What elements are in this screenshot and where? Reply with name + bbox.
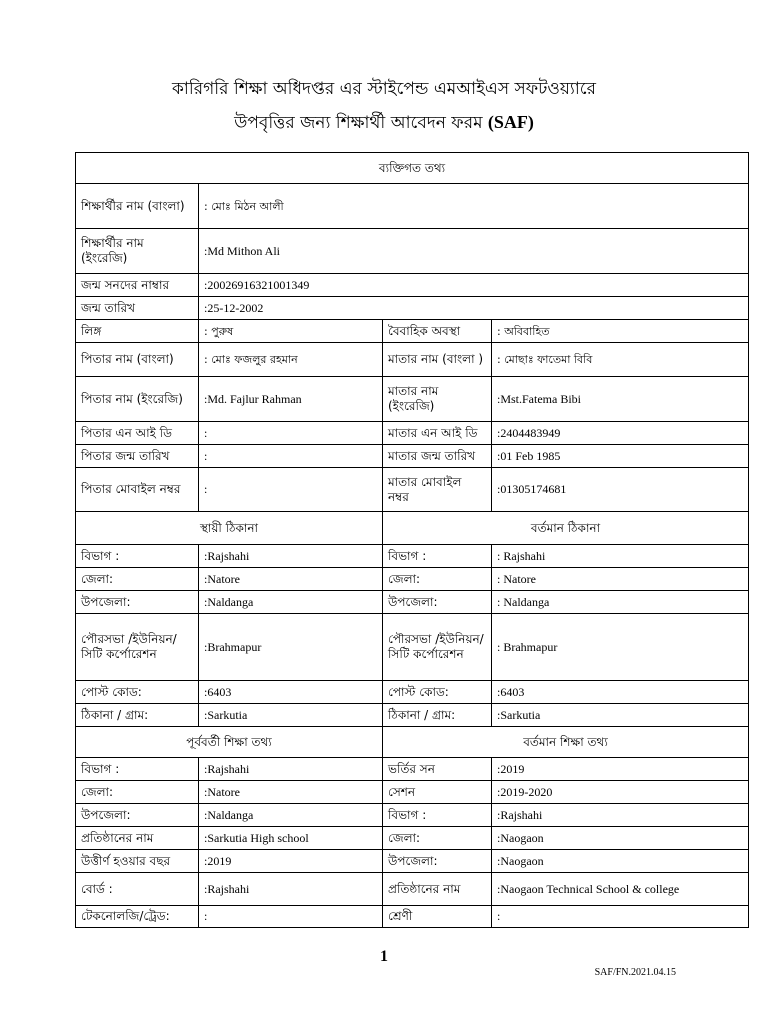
perm-village-label: ঠিকানা / গ্রাম: — [76, 704, 199, 727]
technology-trade-value: : — [199, 906, 383, 928]
pass-year-label: উত্তীর্ণ হওয়ার বছর — [76, 850, 199, 873]
mother-mobile-value: :01305174681 — [492, 468, 749, 512]
prev-division-value: :Rajshahi — [199, 758, 383, 781]
session-value: :2019-2020 — [492, 781, 749, 804]
perm-village-value: :Sarkutia — [199, 704, 383, 727]
section-present-address: বর্তমান ঠিকানা — [383, 512, 749, 545]
class-label: শ্রেণী — [383, 906, 492, 928]
father-name-bn-label: পিতার নাম (বাংলা) — [76, 343, 199, 377]
mother-name-bn-value: : মোছাঃ ফাতেমা বিবি — [492, 343, 749, 377]
page-number: 1 — [380, 948, 388, 965]
class-value: : — [492, 906, 749, 928]
board-label: বোর্ড : — [76, 873, 199, 906]
father-dob-value: : — [199, 445, 383, 468]
gender-value: : পুরুষ — [199, 320, 383, 343]
perm-union-label: পৌরসভা /ইউনিয়ন/সিটি কর্পোরেশন — [76, 614, 199, 681]
mother-name-bn-label: মাতার নাম (বাংলা ) — [383, 343, 492, 377]
curr-district-value: :Naogaon — [492, 827, 749, 850]
mother-name-en-label: মাতার নাম (ইংরেজি) — [383, 377, 492, 422]
pres-upazila-label: উপজেলা: — [383, 591, 492, 614]
curr-institution-value: :Naogaon Technical School & college — [492, 873, 749, 906]
pres-district-value: : Natore — [492, 568, 749, 591]
father-dob-label: পিতার জন্ম তারিখ — [76, 445, 199, 468]
prev-institution-value: :Sarkutia High school — [199, 827, 383, 850]
gender-label: লিঙ্গ — [76, 320, 199, 343]
father-name-bn-value: : মোঃ ফজলুর রহমান — [199, 343, 383, 377]
mother-nid-label: মাতার এন আই ডি — [383, 422, 492, 445]
birth-reg-label: জন্ম সনদের নাম্বার — [76, 274, 199, 297]
curr-upazila-label: উপজেলা: — [383, 850, 492, 873]
form-code: SAF/FN.2021.04.15 — [594, 967, 676, 978]
pass-year-value: :2019 — [199, 850, 383, 873]
pres-post-value: :6403 — [492, 681, 749, 704]
father-mobile-value: : — [199, 468, 383, 512]
father-mobile-label: পিতার মোবাইল নম্বর — [76, 468, 199, 512]
technology-trade-label: টেকনোলজি/ট্রেড: — [76, 906, 199, 928]
student-name-bn-label: শিক্ষার্থীর নাম (বাংলা) — [76, 184, 199, 229]
section-personal-info: ব্যক্তিগত তথ্য — [76, 153, 749, 184]
perm-post-label: পোস্ট কোড: — [76, 681, 199, 704]
marital-status-value: : অবিবাহিত — [492, 320, 749, 343]
mother-dob-value: :01 Feb 1985 — [492, 445, 749, 468]
prev-institution-label: প্রতিষ্ঠানের নাম — [76, 827, 199, 850]
form-title-code: (SAF) — [487, 112, 534, 132]
pres-post-label: পোস্ট কোড: — [383, 681, 492, 704]
curr-upazila-value: :Naogaon — [492, 850, 749, 873]
perm-union-value: :Brahmapur — [199, 614, 383, 681]
father-nid-value: : — [199, 422, 383, 445]
prev-division-label: বিভাগ : — [76, 758, 199, 781]
application-form-table — [75, 152, 749, 928]
admission-year-value: :2019 — [492, 758, 749, 781]
form-title-line2 — [0, 110, 768, 138]
dob-value: :25-12-2002 — [199, 297, 749, 320]
father-nid-label: পিতার এন আই ডি — [76, 422, 199, 445]
prev-district-value: :Natore — [199, 781, 383, 804]
pres-division-value: : Rajshahi — [492, 545, 749, 568]
father-name-en-label: পিতার নাম (ইংরেজি) — [76, 377, 199, 422]
section-permanent-address: স্থায়ী ঠিকানা — [76, 512, 383, 545]
marital-status-label: বৈবাহিক অবস্থা — [383, 320, 492, 343]
pres-upazila-value: : Naldanga — [492, 591, 749, 614]
prev-upazila-value: :Naldanga — [199, 804, 383, 827]
perm-district-label: জেলা: — [76, 568, 199, 591]
form-title-bn: উপবৃত্তির জন্য শিক্ষার্থী আবেদন ফরম — [234, 113, 483, 133]
perm-division-value: :Rajshahi — [199, 545, 383, 568]
pres-division-label: বিভাগ : — [383, 545, 492, 568]
prev-district-label: জেলা: — [76, 781, 199, 804]
perm-district-value: :Natore — [199, 568, 383, 591]
admission-year-label: ভর্তির সন — [383, 758, 492, 781]
pres-village-value: :Sarkutia — [492, 704, 749, 727]
board-value: :Rajshahi — [199, 873, 383, 906]
curr-district-label: জেলা: — [383, 827, 492, 850]
prev-upazila-label: উপজেলা: — [76, 804, 199, 827]
perm-division-label: বিভাগ : — [76, 545, 199, 568]
perm-upazila-value: :Naldanga — [199, 591, 383, 614]
perm-post-value: :6403 — [199, 681, 383, 704]
student-name-en-value: :Md Mithon Ali — [199, 229, 749, 274]
form-title-line1: কারিগরি শিক্ষা অধিদপ্তর এর স্টাইপেন্ড এমআইএস সফটওয়্যারে — [172, 79, 596, 99]
pres-union-value: : Brahmapur — [492, 614, 749, 681]
curr-division-label: বিভাগ : — [383, 804, 492, 827]
dob-label: জন্ম তারিখ — [76, 297, 199, 320]
father-name-en-value: :Md. Fajlur Rahman — [199, 377, 383, 422]
pres-village-label: ঠিকানা / গ্রাম: — [383, 704, 492, 727]
student-name-en-label: শিক্ষার্থীর নাম (ইংরেজি) — [76, 229, 199, 274]
mother-name-en-value: :Mst.Fatema Bibi — [492, 377, 749, 422]
session-label: সেশন — [383, 781, 492, 804]
perm-upazila-label: উপজেলা: — [76, 591, 199, 614]
student-name-bn-value: : মোঃ মিঠন আলী — [199, 184, 749, 229]
mother-mobile-label: মাতার মোবাইল নম্বর — [383, 468, 492, 512]
pres-union-label: পৌরসভা /ইউনিয়ন/ সিটি কর্পোরেশন — [383, 614, 492, 681]
mother-dob-label: মাতার জন্ম তারিখ — [383, 445, 492, 468]
section-previous-education: পূর্ববর্তী শিক্ষা তথ্য — [76, 727, 383, 758]
birth-reg-value: :20026916321001349 — [199, 274, 749, 297]
pres-district-label: জেলা: — [383, 568, 492, 591]
section-current-education: বর্তমান শিক্ষা তথ্য — [383, 727, 749, 758]
mother-nid-value: :2404483949 — [492, 422, 749, 445]
curr-division-value: :Rajshahi — [492, 804, 749, 827]
curr-institution-label: প্রতিষ্ঠানের নাম — [383, 873, 492, 906]
